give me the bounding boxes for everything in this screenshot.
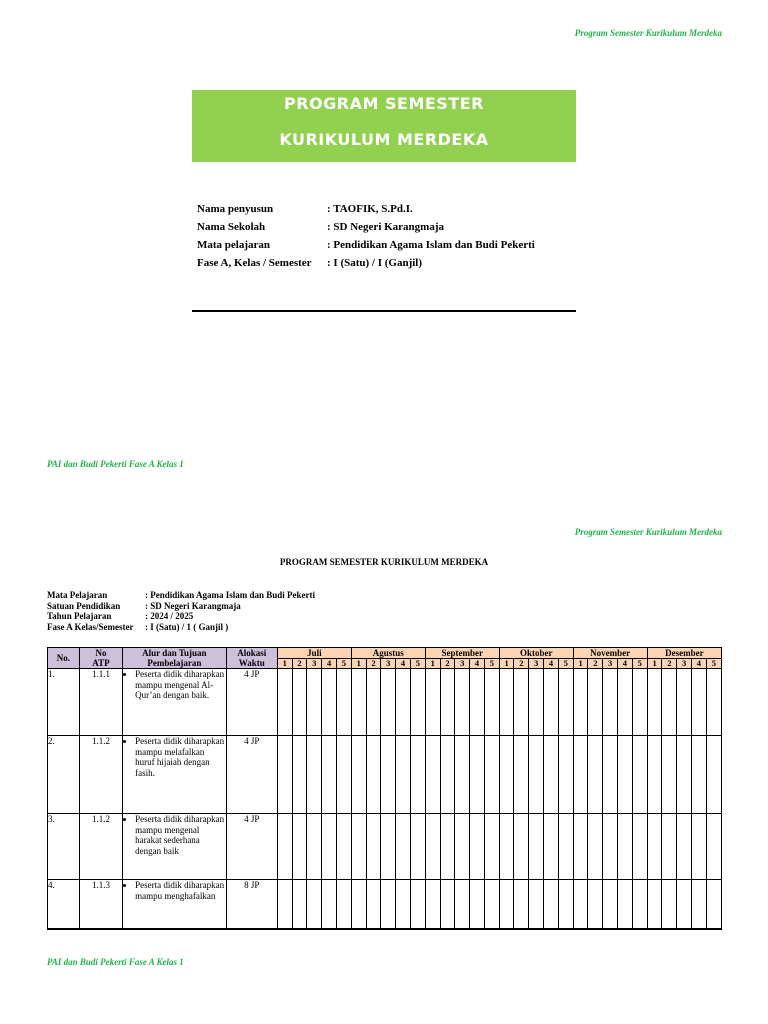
title-banner	[192, 90, 576, 162]
week-cell	[366, 880, 381, 929]
week-cell	[322, 880, 337, 929]
week-header: 3	[307, 659, 322, 669]
info-label: Fase A, Kelas / Semester	[197, 257, 312, 269]
week-header: 4	[396, 659, 411, 669]
week-cell	[573, 736, 588, 814]
week-header: 2	[366, 659, 381, 669]
atp-number: 1.1.3	[79, 880, 122, 929]
week-cell	[662, 880, 677, 929]
week-cell	[499, 880, 514, 929]
table-bottom-rule	[47, 929, 722, 930]
week-cell	[440, 736, 455, 814]
week-cell	[410, 880, 425, 929]
week-cell	[351, 880, 366, 929]
week-cell	[499, 736, 514, 814]
week-header: 1	[499, 659, 514, 669]
week-cell	[499, 669, 514, 736]
week-cell	[558, 736, 573, 814]
week-header: 3	[677, 659, 692, 669]
week-header: 5	[558, 659, 573, 669]
week-cell	[544, 736, 559, 814]
week-cell	[455, 814, 470, 880]
info-row	[197, 238, 535, 256]
week-cell	[336, 669, 351, 736]
week-header: 4	[470, 659, 485, 669]
week-cell	[677, 669, 692, 736]
week-cell	[529, 880, 544, 929]
alokasi-waktu: 4 JP	[226, 669, 277, 736]
learning-objective-text: • Peserta didik diharapkan mampu mengenal Al-Qur’an dengan baik.	[135, 669, 226, 701]
week-cell	[632, 880, 647, 929]
week-cell	[647, 736, 662, 814]
week-cell	[381, 880, 396, 929]
week-header: 1	[425, 659, 440, 669]
week-cell	[603, 669, 618, 736]
week-header: 1	[647, 659, 662, 669]
week-header: 1	[351, 659, 366, 669]
week-header: 2	[292, 659, 307, 669]
week-cell	[440, 880, 455, 929]
month-header: Juli	[277, 648, 351, 659]
week-cell	[322, 814, 337, 880]
meta-label: Satuan Pendidikan	[47, 600, 121, 611]
week-cell	[307, 669, 322, 736]
week-header: 5	[336, 659, 351, 669]
week-cell	[573, 814, 588, 880]
learning-objective-text: • Peserta didik diharapkan mampu menghafalkan	[135, 880, 226, 901]
week-cell	[277, 736, 292, 814]
week-cell	[603, 880, 618, 929]
week-cell	[647, 880, 662, 929]
atp-number: 1.1.1	[79, 669, 122, 736]
week-cell	[440, 814, 455, 880]
week-cell	[662, 669, 677, 736]
meta-value: : SD Negeri Karangmaja	[145, 600, 241, 611]
meta-label: Tahun Pelajaran	[47, 611, 112, 621]
week-cell	[662, 814, 677, 880]
table-row	[48, 669, 722, 736]
info-row	[197, 220, 535, 238]
col-header-alokasi: Alokasi Waktu	[226, 648, 277, 669]
week-cell	[558, 814, 573, 880]
week-header: 4	[692, 659, 707, 669]
title-line-1: PROGRAM SEMESTER	[284, 94, 484, 113]
month-header: September	[425, 648, 499, 659]
alur-tujuan-cell	[123, 814, 227, 880]
week-cell	[484, 814, 499, 880]
week-cell	[410, 814, 425, 880]
alur-tujuan-cell	[123, 880, 227, 929]
week-header: 4	[544, 659, 559, 669]
meta-value: : 2024 / 2025	[145, 611, 194, 621]
col-header-no: No.	[48, 648, 80, 669]
week-cell	[573, 669, 588, 736]
week-cell	[425, 880, 440, 929]
week-header: 2	[514, 659, 529, 669]
meta-value: : I (Satu) / 1 ( Ganjil )	[145, 621, 229, 632]
page-footer: PAI dan Budi Pekerti Fase A Kelas 1	[47, 957, 184, 967]
meta-block	[47, 590, 315, 632]
week-cell	[558, 669, 573, 736]
week-cell	[544, 814, 559, 880]
week-cell	[307, 814, 322, 880]
month-header: Oktober	[499, 648, 573, 659]
row-number: 1.	[48, 669, 80, 736]
week-cell	[677, 814, 692, 880]
week-cell	[381, 814, 396, 880]
meta-row	[47, 590, 315, 601]
week-cell	[692, 736, 707, 814]
info-value: : I (Satu) / I (Ganjil)	[327, 257, 423, 269]
week-cell	[529, 814, 544, 880]
info-label: Mata pelajaran	[197, 239, 271, 251]
week-cell	[425, 669, 440, 736]
col-header-no-atp: No ATP	[79, 648, 122, 669]
week-cell	[692, 669, 707, 736]
week-cell	[307, 880, 322, 929]
week-cell	[618, 880, 633, 929]
week-cell	[470, 736, 485, 814]
week-cell	[706, 669, 721, 736]
week-cell	[647, 814, 662, 880]
title-line-2: KURIKULUM MERDEKA	[279, 130, 489, 149]
week-cell	[662, 736, 677, 814]
week-cell	[396, 669, 411, 736]
atp-number: 1.1.2	[79, 814, 122, 880]
alur-tujuan-cell	[123, 736, 227, 814]
week-cell	[544, 880, 559, 929]
week-cell	[440, 669, 455, 736]
week-header: 3	[455, 659, 470, 669]
meta-value: : Pendidikan Agama Islam dan Budi Pekerti	[145, 590, 316, 600]
week-cell	[588, 736, 603, 814]
month-header: Agustus	[351, 648, 425, 659]
week-header: 5	[632, 659, 647, 669]
meta-label: Mata Pelajaran	[47, 590, 108, 600]
week-cell	[706, 814, 721, 880]
week-header: 2	[662, 659, 677, 669]
week-cell	[292, 736, 307, 814]
learning-objective-text: • Peserta didik diharapkan mampu mengenal harakat sederhana dengan baik	[135, 814, 226, 856]
week-cell	[470, 669, 485, 736]
week-cell	[706, 736, 721, 814]
meta-row	[47, 601, 315, 612]
week-cell	[484, 880, 499, 929]
meta-label: Fase A Kelas/Semester	[47, 621, 134, 632]
program-table	[47, 647, 722, 929]
week-header: 5	[410, 659, 425, 669]
week-cell	[381, 669, 396, 736]
week-cell	[455, 880, 470, 929]
learning-objective-text: • Peserta didik diharapkan mampu melafalkan huruf hijaiah dengan fasih.	[135, 736, 226, 778]
page-footer: PAI dan Budi Pekerti Fase A Kelas 1	[47, 459, 184, 469]
table-row	[48, 814, 722, 880]
week-cell	[677, 880, 692, 929]
info-value: : TAOFIK, S.Pd.I.	[327, 203, 413, 215]
row-number: 3.	[48, 814, 80, 880]
week-cell	[366, 669, 381, 736]
week-cell	[618, 669, 633, 736]
week-cell	[514, 880, 529, 929]
week-cell	[292, 669, 307, 736]
table-row	[48, 736, 722, 814]
week-cell	[425, 736, 440, 814]
week-cell	[632, 669, 647, 736]
week-header: 3	[381, 659, 396, 669]
week-header: 4	[322, 659, 337, 669]
divider-line	[192, 310, 576, 312]
week-cell	[307, 736, 322, 814]
week-cell	[573, 880, 588, 929]
week-header: 2	[440, 659, 455, 669]
alur-tujuan-cell	[123, 669, 227, 736]
col-header-alur: Alur dan Tujuan Pembelajaran	[123, 648, 227, 669]
week-cell	[706, 880, 721, 929]
week-cell	[514, 814, 529, 880]
week-cell	[470, 880, 485, 929]
week-cell	[677, 736, 692, 814]
week-cell	[484, 669, 499, 736]
week-cell	[292, 880, 307, 929]
info-label: Nama penyusun	[197, 203, 274, 215]
week-cell	[588, 814, 603, 880]
week-cell	[396, 880, 411, 929]
week-cell	[277, 669, 292, 736]
week-header: 5	[484, 659, 499, 669]
identity-block	[197, 202, 535, 274]
week-cell	[336, 814, 351, 880]
info-row	[197, 256, 535, 274]
week-cell	[603, 814, 618, 880]
week-cell	[632, 736, 647, 814]
week-header: 3	[603, 659, 618, 669]
week-cell	[558, 880, 573, 929]
week-cell	[455, 669, 470, 736]
info-row	[197, 202, 535, 220]
week-cell	[336, 736, 351, 814]
document-title: PROGRAM SEMESTER KURIKULUM MERDEKA	[279, 557, 489, 567]
week-cell	[618, 736, 633, 814]
week-cell	[396, 814, 411, 880]
row-number: 4.	[48, 880, 80, 929]
week-cell	[470, 814, 485, 880]
week-cell	[484, 736, 499, 814]
week-cell	[351, 814, 366, 880]
alokasi-waktu: 8 JP	[226, 880, 277, 929]
week-cell	[632, 814, 647, 880]
alokasi-waktu: 4 JP	[226, 736, 277, 814]
week-header: 5	[706, 659, 721, 669]
week-cell	[692, 880, 707, 929]
week-cell	[499, 814, 514, 880]
week-cell	[647, 669, 662, 736]
week-header: 4	[618, 659, 633, 669]
week-cell	[351, 736, 366, 814]
week-cell	[381, 736, 396, 814]
info-value: : SD Negeri Karangmaja	[327, 221, 445, 233]
week-cell	[396, 736, 411, 814]
week-cell	[366, 736, 381, 814]
week-cell	[529, 669, 544, 736]
week-cell	[292, 814, 307, 880]
alokasi-waktu: 4 JP	[226, 814, 277, 880]
week-cell	[603, 736, 618, 814]
week-cell	[692, 814, 707, 880]
week-cell	[336, 880, 351, 929]
week-cell	[588, 880, 603, 929]
table-header-row	[48, 648, 722, 659]
week-cell	[544, 669, 559, 736]
week-cell	[588, 669, 603, 736]
week-cell	[425, 814, 440, 880]
week-cell	[277, 880, 292, 929]
week-cell	[514, 736, 529, 814]
info-label: Nama Sekolah	[197, 221, 266, 233]
row-number: 2.	[48, 736, 80, 814]
atp-number: 1.1.2	[79, 736, 122, 814]
info-value: : Pendidikan Agama Islam dan Budi Pekerti	[327, 239, 535, 251]
week-header: 3	[529, 659, 544, 669]
page-header: Program Semester Kurikulum Merdeka	[574, 527, 722, 537]
week-cell	[455, 736, 470, 814]
week-header: 2	[588, 659, 603, 669]
table-row	[48, 880, 722, 929]
month-header: Desember	[647, 648, 721, 659]
week-header: 1	[277, 659, 292, 669]
week-cell	[618, 814, 633, 880]
page-header: Program Semester Kurikulum Merdeka	[574, 28, 722, 38]
week-cell	[322, 669, 337, 736]
week-cell	[410, 736, 425, 814]
week-cell	[410, 669, 425, 736]
week-header: 1	[573, 659, 588, 669]
week-cell	[366, 814, 381, 880]
week-cell	[351, 669, 366, 736]
meta-row	[47, 622, 315, 633]
week-cell	[322, 736, 337, 814]
week-cell	[529, 736, 544, 814]
week-cell	[277, 814, 292, 880]
week-cell	[514, 669, 529, 736]
meta-row	[47, 611, 315, 622]
month-header: November	[573, 648, 647, 659]
